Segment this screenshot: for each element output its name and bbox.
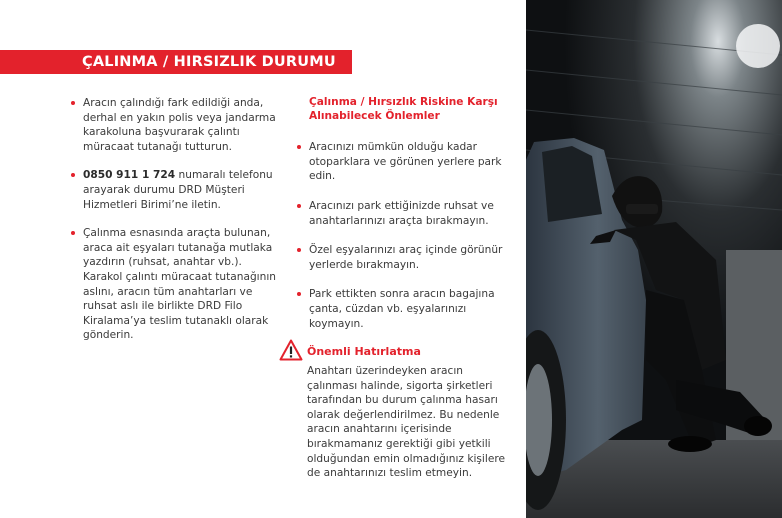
warning-triangle-icon (279, 339, 303, 361)
list-item (296, 199, 508, 228)
section-title: ÇALINMA / HIRSIZLIK DURUMU (82, 54, 336, 70)
list-item (70, 226, 278, 343)
list-item (296, 140, 508, 184)
list-item (296, 287, 508, 331)
list-item (70, 96, 278, 154)
car-thief-photo (526, 0, 782, 518)
list-item (296, 243, 508, 272)
section-banner (0, 50, 352, 74)
list-item-text: Aracın çalındığı fark edildiği anda, derhal en yakın polis veya jandarma karakoluna başvurarak çalıntı müracaat tutanağı tutturun. (83, 97, 276, 153)
list-item-text: Aracınızı park ettiğinizde ruhsat ve anahtarlarınızı araçta bırakmayın. (309, 199, 494, 227)
list-item-text: Çalınma esnasında araçta bulunan, araca ait eşyaları tutanağa mutlaka yazdırın (ruhsat, anahtar vb.). Karakol çalıntı müracaat tutanağının aslını, aracın tüm anahtarları ve ruhsat aslı ile birlikte DRD Filo Kiralama’ya teslim tutanaklı olarak gönderin. (83, 227, 276, 342)
list-item-text: Aracınızı mümkün olduğu kadar otoparklara ve görünen yerlere park edin. (309, 141, 502, 183)
middle-column (296, 96, 508, 346)
phone-number: 0850 911 1 724 (83, 169, 176, 182)
instruction-list (70, 96, 278, 343)
important-reminder (279, 339, 511, 480)
precautions-list (296, 140, 508, 331)
reminder-title: Önemli Hatırlatma (307, 345, 421, 358)
photo-illustration (526, 0, 782, 518)
list-item-text: Özel eşyalarınızı araç içinde görünür yerlerde bırakmayın. (309, 244, 503, 271)
list-item (70, 168, 278, 212)
reminder-text: Anahtarı üzerindeyken aracın çalınması halinde, sigorta şirketleri tarafından bu durum çalınma hasarı olarak değerlendirilmez. Bu nedenle aracın anahtarını içerisinde bırakmamanız gerektiği gibi yetkili olduğundan emin olmadığınız kişilere de anahtarınızı teslim etmeyin. (307, 365, 505, 480)
left-column (70, 96, 278, 357)
list-item-text: numaralı telefonu arayarak durumu DRD Müşteri Hizmetleri Birimi’ne iletin. (83, 169, 273, 211)
list-item-text: Park ettikten sonra aracın bagajına çanta, cüzdan vb. eşyalarınızı koymayın. (309, 288, 495, 330)
precautions-heading: Çalınma / Hırsızlık Riskine Karşı Alınabilecek Önlemler (309, 96, 498, 122)
